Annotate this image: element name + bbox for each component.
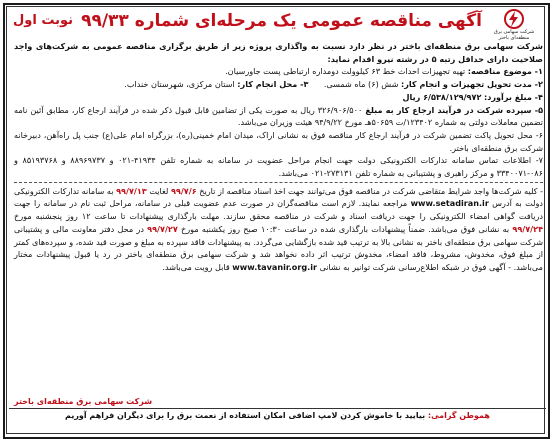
item-duration-location (14, 78, 543, 91)
submit-date: ۹۹/۷/۲۴ (512, 223, 544, 234)
notes-text-5: به نشانی فوق می‌باشد. ضمناً پیشنهادات بارگذاری شده در ساعت ۱۰:۳۰ صبح روز یکشنبه مورخ (181, 223, 510, 234)
item-guarantee (14, 104, 543, 129)
notice-header (9, 9, 544, 41)
item-envelope: ۶- محل تحویل پاکت تضمین شرکت در فرآیند ارجاع کار مناقصه فوق به نشانی اراک، میدان امام خمینی(ره)، بزرگراه امام علی(ع) جنب پل راه‌آهن، دبیرخانه شرکت برق منطقه‌ای باختر. (14, 129, 543, 153)
duration-label: ۲- مدت تحویل تجهیزات و انجام کار: (400, 79, 543, 90)
guarantee-label: ۵- سپرده شرکت در فرآیند ارجاع کار به مبلغ (365, 104, 544, 115)
notes-paragraph (14, 185, 543, 274)
location-label: ۳- محل انجام کار: (237, 79, 309, 90)
footer-bar (9, 408, 546, 423)
subject-label: ۱- موضوع مناقصه: (467, 66, 543, 77)
estimate-label: ۴- مبلغ برآورد: (483, 91, 543, 102)
duration-value: شش (۶) ماه شمسی. (323, 79, 399, 90)
open-date: ۹۹/۷/۲۷ (147, 223, 178, 234)
notes-text-4: مراجعه نمایند. لازم است مناقصه‌گران در صورت عدم عضویت قبلی در سامانه، مراحل ثبت نام در سامانه را جهت دریافت گواهی امضاء الکترونیکی را جهت دریافت اسناد و شرکت در مناقصه محقق سازند. مهلت بارگذاری پیشنهادات تا ساعت ۱۲ روز پنجشنبه مورخ (14, 198, 543, 222)
logo-caption: شرکت سهامی برق منطقه‌ای باختر (493, 29, 535, 41)
item-contact: ۷- اطلاعات تماس سامانه تدارکات الکترونیکی دولت جهت انجام مراحل عضویت در سامانه به شماره تلفن ۴۱۹۳۴-۰۲۱ و ۸۸۹۶۹۷۳۷ و ۸۵۱۹۳۷۶۸ و ۰۸۶-۳۳۴۰۰۷۱ و مرکز راهبری و پشتیبانی به شماره تلفن ۲۷۳۱۳۱-۰۲۱ می‌باشد. (14, 155, 543, 179)
estimate-value: ۶/۵۳۸/۱۲۹/۹۷۲ ریال (402, 91, 482, 102)
footer-label: هموطن گرامی: (427, 411, 490, 420)
lightning-logo-icon (503, 9, 525, 29)
notes-text-7: قابل رویت می‌باشد. (162, 261, 230, 272)
round-badge: نوبت اول (13, 13, 74, 28)
notice-title: آگهی مناقصه عمومی یک مرحله‌ای شماره ۹۹/۳۳ (81, 11, 482, 31)
footer-text: بیایید با خاموش کردن لامپ اضافی امکان استفاده از نعمت برق را برای دیگران فراهم آوریم (65, 411, 426, 420)
setad-link[interactable]: www.setadiran.ir (410, 198, 489, 209)
item-subject (14, 65, 543, 78)
signature: شرکت سهامی برق منطقه‌ای باختر (14, 397, 153, 406)
intro-paragraph: شرکت سهامی برق منطقه‌ای باختر در نظر دارد نسبت به واگذاری پروژه زیر از طریق برگزاری مناقصه عمومی به شرکت‌های واجد صلاحیت دارای حداقل رتبه ۵ در رشته نیرو اقدام نماید: (14, 41, 543, 64)
date-from: ۹۹/۷/۶ (170, 185, 197, 196)
notes-text-1: - کلیه شرکت‌ها واجد شرایط متقاضی شرکت در مناقصه فوق می‌توانند جهت اخذ اسناد مناقصه از تاریخ (199, 185, 543, 196)
notes-text-6: در محل دفتر معاونت مالی و پشتیبانی شرکت سهامی برق منطقه‌ای باختر به نشانی بالا به ترتیب قید شده بازگشایی می‌گردد. به پیشنهادات فاقد سپرده به مبلغ و صورت قید شده، و سپرده‌های کمتر از مبلغ فوق، مخدوش، مشروط، فاقد امضاء، مخدوش ترتیب اثر داده نخواهد شد و شرکت سهامی برق منطقه‌ای باختر در رد یا قبول پیشنهادات مختار می‌باشد. - آگهی فوق در شبکه اطلاع‌رسانی شرکت توانیر به نشانی (14, 223, 543, 272)
notes-text-2: لغایت (149, 185, 169, 196)
subject-value: تهیه تجهیزات احداث خط ۶۳ کیلوولت دومداره ارتباطی پست جاورسیان. (225, 66, 466, 77)
company-logo (488, 9, 540, 39)
notice-body (14, 40, 543, 274)
section-divider (14, 182, 543, 183)
notes-text-3: به سامانه تدارکات الکترونیکی دولت به آدرس (14, 185, 544, 209)
date-to: ۹۹/۷/۱۳ (116, 185, 147, 196)
guarantee-value: ۳۲۶/۹۰۶/۵۰۰ ریال به صورت یکی از تضامین قابل قبول ذکر شده در فرآیند ارجاع کار، مطابق آئین نامه تضمین معاملات دولتی به شماره ۱۲۳۴۰۲/ت ۵۰۶۵۹هـ مورخ ۹۴/۹/۲۲ هیئت وزیران می‌باشد. (14, 104, 543, 128)
tavanir-link[interactable]: www.tavanir.org.ir (232, 261, 317, 272)
item-estimate (14, 91, 543, 104)
location-value: استان مرکزی، شهرستان خنداب. (124, 79, 235, 90)
